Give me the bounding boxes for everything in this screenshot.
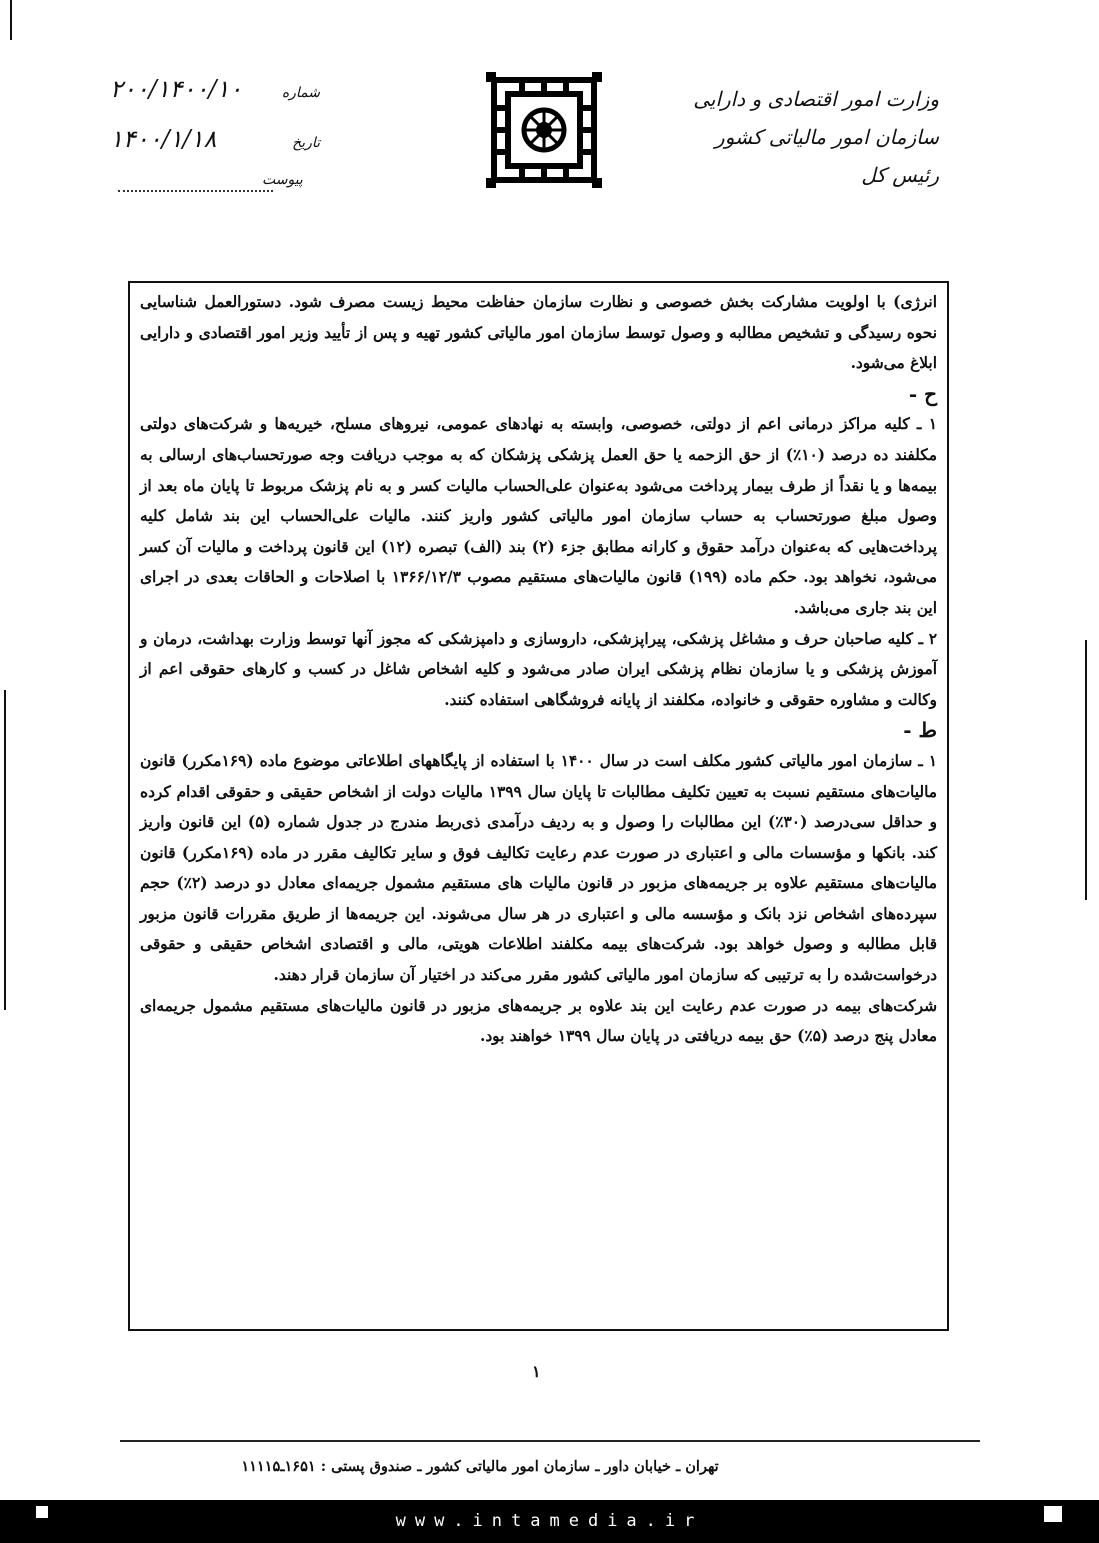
- section-heading: ط -: [903, 718, 937, 743]
- paragraph: انرژی) با اولویت مشارکت بخش خصوصی و نظارت سازمان حفاظت محیط زیست مصرف شود. دستورالعمل شناسایی نحوه رسیدگی و تشخیص مطالبه و وصول توسط سازمان امور مالیاتی کشور تهیه و پس از تأیید وزیر امور اقتصادی و دارایی ابلاغ می‌شود.: [140, 293, 937, 373]
- ministry-name: وزارت امور اقتصادی و دارایی: [693, 87, 939, 111]
- left-margin-line: [4, 690, 6, 1010]
- letter-reference-block: [110, 75, 320, 175]
- left-margin-line: [10, 0, 12, 40]
- position-title: رئیس کل: [861, 163, 939, 187]
- website-link[interactable]: www.intamedia.ir: [395, 1511, 704, 1531]
- paragraph: ۲ ـ کلیه صاحبان حرف و مشاغل پزشکی، پیراپزشکی، داروسازی و دامپزشکی که مجوز آنها توسط وزارت بهداشت، درمان و آموزش پزشکی و یا سازمان نظام پزشکی ایران صادر می‌شود و کلیه اشخاص شاغل در کسب و کارهای حقوقی اعم از وکالت و مشاوره حقوقی و خانواده، مکلفند از پایانه فروشگاهی استفاده کنند.: [140, 629, 937, 709]
- letter-body-frame: [128, 281, 949, 1331]
- right-margin-line: [1085, 640, 1087, 900]
- attachment-label: پیوست: [262, 172, 303, 188]
- paragraph: ۱ ـ سازمان امور مالیاتی کشور مکلف است در سال ۱۴۰۰ با استفاده از پایگاههای اطلاعاتی موضوع ماده (۱۶۹مکرر) قانون مالیات‌های مستقیم نسبت به تعیین تکلیف مطالبات تا پایان سال ۱۳۹۹ مالیات دولت از اشخاص حقیقی و حقوقی اقدام کرده و حداقل سی‌درصد (۳۰٪) این مطالبات را وصول و به ردیف درآمدی ذی‌ربط مندرج در جدول شماره (۵) این قانون واریز کند. بانکها و مؤسسات مالی و اعتباری در صورت عدم رعایت تکالیف فوق و سایر تکالیف مقرر در ماده (۱۶۹مکرر) قانون مالیات‌های مستقیم علاوه بر جریمه‌های مزبور در قانون مالیات های مستقیم مشمول جریمه‌ای معادل دو درصد (۲٪) حجم سپرده‌های اشخاص نزد بانک و مؤسسه مالی و اعتباری در هر سال می‌شوند. این جریمه‌ها از طریق مقررات قانون مزبور قابل مطالبه و وصول خواهد بود. شرکت‌های بیمه مکلفند اطلاعات هویتی، مالی و اقتصادی اشخاص حقیقی و حقوقی درخواست‌شده را به ترتیبی که سازمان امور مالیاتی کشور مقرر می‌کند در اختیار آن سازمان قرار دهند.: [140, 751, 938, 985]
- tax-organization-emblem: [486, 72, 602, 188]
- letter-number-row: [110, 75, 320, 125]
- attachment-dotted-line: [118, 190, 273, 192]
- letter-number: ۲۰۰/۱۴۰۰/۱۰: [110, 75, 243, 103]
- letter-body-text: [140, 287, 937, 1052]
- footer-rule: [120, 1440, 980, 1442]
- number-label: شماره: [281, 85, 320, 101]
- paragraph: ۱ ـ کلیه مراکز درمانی اعم از دولتی، خصوصی، وابسته به نهادهای عمومی، نیروهای مسلح، خیریه‌ها و شرکت‌های دولتی مکلفند ده درصد (۱۰٪) از حق الزحمه یا حق العمل پزشکی پزشکان که به موجب دریافت وجه صورتحساب‌های ارسالی به بیمه‌ها و یا نقداً از طرف بیمار پرداخت می‌شود به‌عنوان علی‌الحساب مالیات کسر و به نام پزشک مربوط تا پایان ماه بعد از وصول مبلغ صورتحساب به حساب سازمان امور مالیاتی کشور واریز کنند. مالیات علی‌الحساب این بند شامل کلیه پرداخت‌هایی که به‌عنوان درآمد حقوق و کارانه مطابق جزء (۲) بند (الف) تبصره (۱۲) این قانون پرداخت و مالیات آن کسر می‌شود، نخواهد بود. حکم ماده (۱۹۹) قانون مالیات‌های مستقیم مصوب ۱۳۶۶/۱۲/۳ با اصلاحات و الحاقات بعدی در اجرای این بند جاری می‌باشد.: [140, 415, 938, 617]
- page-number: ۱: [532, 1362, 541, 1381]
- letterhead-organization: [679, 80, 939, 194]
- paragraph: شرکت‌های بیمه در صورت عدم رعایت این بند علاوه بر جریمه‌های مزبور در قانون مالیات‌های مستقیم مشمول جریمه‌ای معادل پنج درصد (۵٪) حق بیمه دریافتی در پایان سال ۱۳۹۹ خواهند بود.: [140, 996, 937, 1046]
- letter-date-row: [110, 125, 320, 175]
- section-heading: ح -: [908, 381, 937, 406]
- footer-address: تهران ـ خیابان داور ـ سازمان امور مالیاتی کشور ـ صندوق پستی : ۱۶۵۱ـ۱۱۱۱۵: [241, 1458, 719, 1475]
- letter-date: ۱۴۰۰/۱/۱۸: [110, 125, 217, 153]
- organization-name: سازمان امور مالیاتی کشور: [715, 125, 939, 149]
- date-label: تاریخ: [292, 135, 320, 151]
